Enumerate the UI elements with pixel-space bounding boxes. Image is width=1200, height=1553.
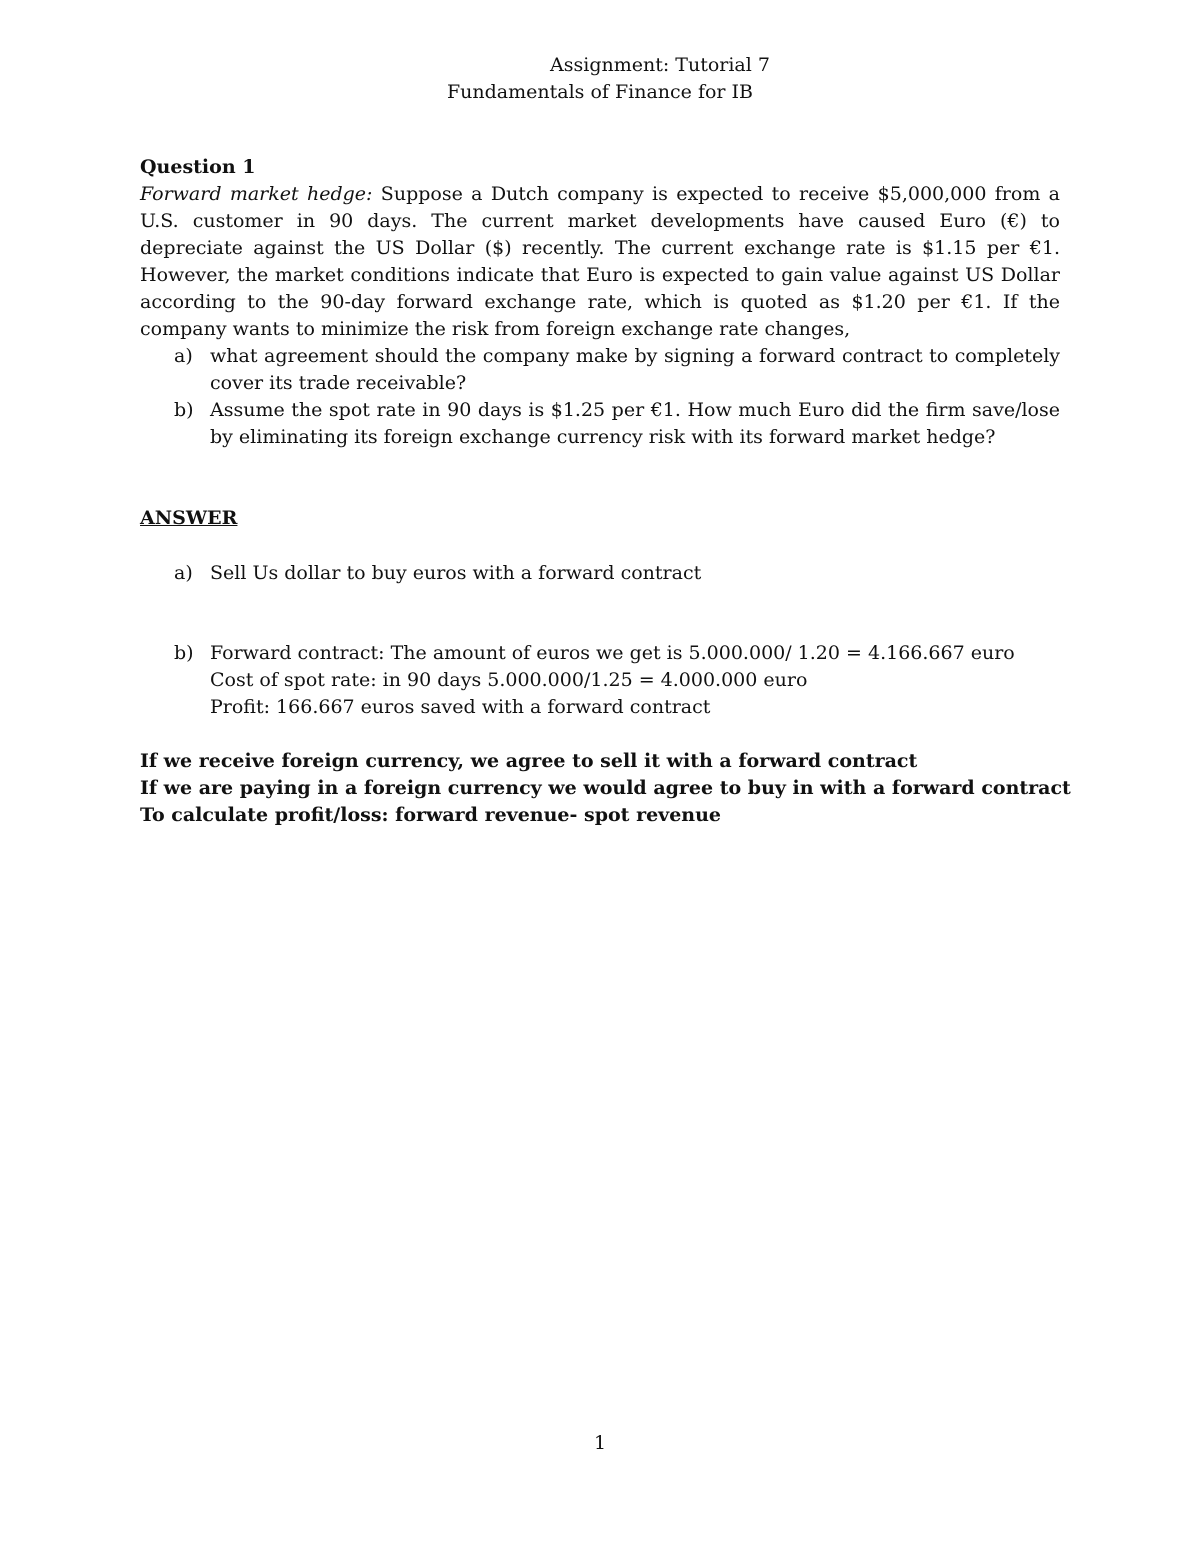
- question-text: Suppose a Dutch company is expected to receive $5,000,000 from a U.S. customer in 90 days. The current market developments have caused Euro (€) to depreciate against the US Dollar ($) recently. The current exchange rate is $1.15 per €1. However, the market conditions indicate that Euro is expected to gain value against US Dollar according to the 90-day forward exchange rate, which is quoted as $1.20 per €1. If the company wants to minimize the risk from foreign exchange rate changes,: [140, 183, 1061, 340]
- answer-b-line-2: Cost of spot rate: in 90 days 5.000.000/1.25 = 4.000.000 euro: [210, 669, 808, 691]
- question-body: [140, 181, 1060, 343]
- question-items: [140, 343, 1060, 451]
- question-item-text: Assume the spot rate in 90 days is $1.25 per €1. How much Euro did the firm save/lose by eliminating its foreign exchange currency risk with its forward market hedge?: [210, 399, 1060, 448]
- rule-line-1: If we receive foreign currency, we agree to sell it with a forward contract: [140, 750, 918, 772]
- question-item-a: [140, 343, 1060, 397]
- answer-item-b: [140, 640, 1060, 721]
- answer-heading: ANSWER: [140, 507, 238, 529]
- rule-line-2: If we are paying in a foreign currency we would agree to buy in with a forward contract: [140, 777, 1071, 799]
- list-item: [140, 560, 1060, 587]
- question-item-text: what agreement should the company make by signing a forward contract to completely cover its trade receivable?: [210, 345, 1060, 394]
- page-number: 1: [593, 1432, 607, 1454]
- list-marker: b): [174, 399, 194, 421]
- answer-b-line-1: Forward contract: The amount of euros we get is 5.000.000/ 1.20 = 4.166.667 euro: [210, 642, 1015, 664]
- answer-b-line-3: Profit: 166.667 euros saved with a forward contract: [210, 696, 711, 718]
- rules-summary: [140, 748, 1071, 829]
- list-marker: b): [174, 642, 194, 664]
- question-lead-label: Forward market hedge:: [140, 183, 373, 205]
- question-title: Question 1: [140, 156, 256, 178]
- course-title: Fundamentals of Finance for IB: [446, 81, 754, 103]
- answer-item-a: [140, 560, 1060, 587]
- page-content: [140, 52, 1071, 829]
- list-marker: a): [174, 562, 193, 584]
- question-item-b: [140, 397, 1060, 451]
- rule-line-3: To calculate profit/loss: forward revenue- spot revenue: [140, 804, 722, 826]
- list-item: [140, 640, 1060, 721]
- answer-a-text: Sell Us dollar to buy euros with a forward contract: [210, 562, 702, 584]
- assignment-title: Assignment: Tutorial 7: [550, 54, 770, 76]
- document-header: [140, 52, 1060, 106]
- list-marker: a): [174, 345, 193, 367]
